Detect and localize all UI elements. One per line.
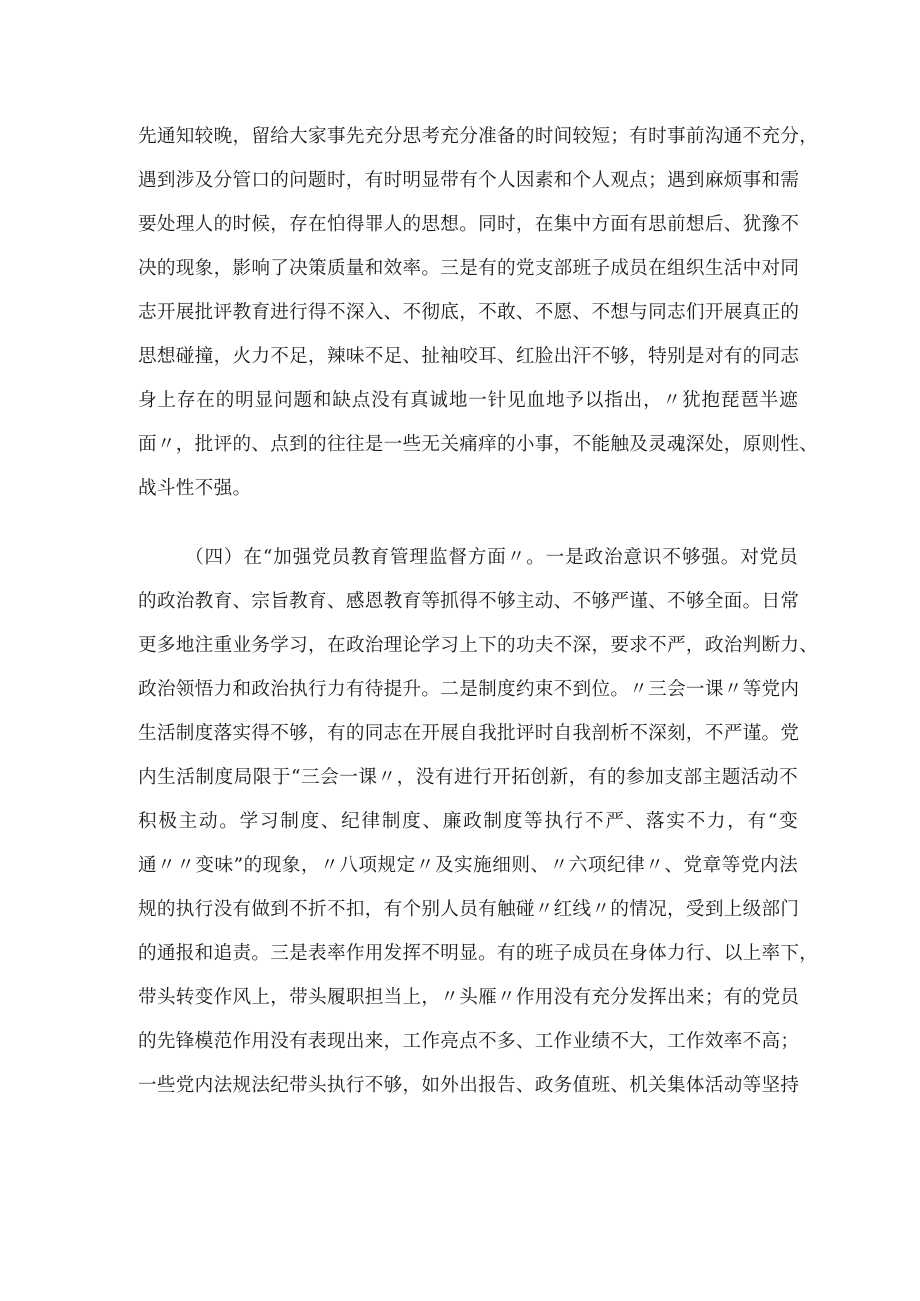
paragraph-line: 带头转变作风上，带头履职担当上，〃头雁〃作用没有充分发挥出来；有的党员 <box>138 987 800 1008</box>
paragraph-line: 通〃〃变味”的现象，〃八项规定〃及实施细则、〃六项纪律〃、党章等党内法 <box>138 855 798 876</box>
paragraph-line: 的先锋模范作用没有表现出来，工作亮点不多、工作业绩不大，工作效率不高； <box>138 1031 800 1052</box>
paragraph-line: 内生活制度局限于“三会一课〃，没有进行开拓创新，有的参加支部主题活动不 <box>138 767 798 788</box>
paragraph-line: 思想碰撞，火力不足，辣味不足、扯袖咬耳、红脸出汗不够，特别是对有的同志 <box>138 346 800 367</box>
section-heading-line: （四）在“加强党员教育管理监督方面〃。一是政治意识不够强。对党员 <box>185 547 798 568</box>
paragraph-line: 生活制度落实得不够，有的同志在开展自我批评时自我剖析不深刻，不严谨。党 <box>138 723 800 744</box>
paragraph-line: 先通知较晚，留给大家事先充分思考充分准备的时间较短；有时事前沟通不充分， <box>138 126 819 147</box>
paragraph-line: 遇到涉及分管口的问题时，有时明显带有个人因素和个人观点；遇到麻烦事和需 <box>138 170 800 191</box>
paragraph-line: 规的执行没有做到不折不扣，有个别人员有触碰〃红线〃的情况，受到上级部门 <box>138 899 800 920</box>
paragraph-line: 一些党内法规法纪带头执行不够，如外出报告、政务值班、机关集体活动等坚持 <box>138 1075 800 1096</box>
paragraph-line: 身上存在的明显问题和缺点没有真诚地一针见血地予以指出，〃犹抱琵琶半遮 <box>138 390 798 411</box>
paragraph-line: 积极主动。学习制度、纪律制度、廉政制度等执行不严、落实不力，有“变 <box>138 811 798 832</box>
paragraph-line: 更多地注重业务学习，在政治理论学习上下的功夫不深，要求不严，政治判断力、 <box>138 635 819 656</box>
paragraph-line: 要处理人的时候，存在怕得罪人的思想。同时，在集中方面有思前想后、犹豫不 <box>138 214 800 235</box>
paragraph-line: 面〃，批评的、点到的往往是一些无关痛痒的小事，不能触及灵魂深处，原则性、 <box>138 434 819 455</box>
paragraph-line: 的通报和追责。三是表率作用发挥不明显。有的班子成员在身体力行、以上率下， <box>138 943 819 964</box>
paragraph-line: 决的现象，影响了决策质量和效率。三是有的党支部班子成员在组织生活中对同 <box>138 258 800 279</box>
paragraph-line: 战斗性不强。 <box>138 478 252 499</box>
paragraph-line: 政治领悟力和政治执行力有待提升。二是制度约束不到位。〃三会一课〃等党内 <box>138 679 800 700</box>
paragraph-line: 志开展批评教育进行得不深入、不彻底，不敢、不愿、不想与同志们开展真正的 <box>138 302 800 323</box>
paragraph-line: 的政治教育、宗旨教育、感恩教育等抓得不够主动、不够严谨、不够全面。日常 <box>138 591 800 612</box>
